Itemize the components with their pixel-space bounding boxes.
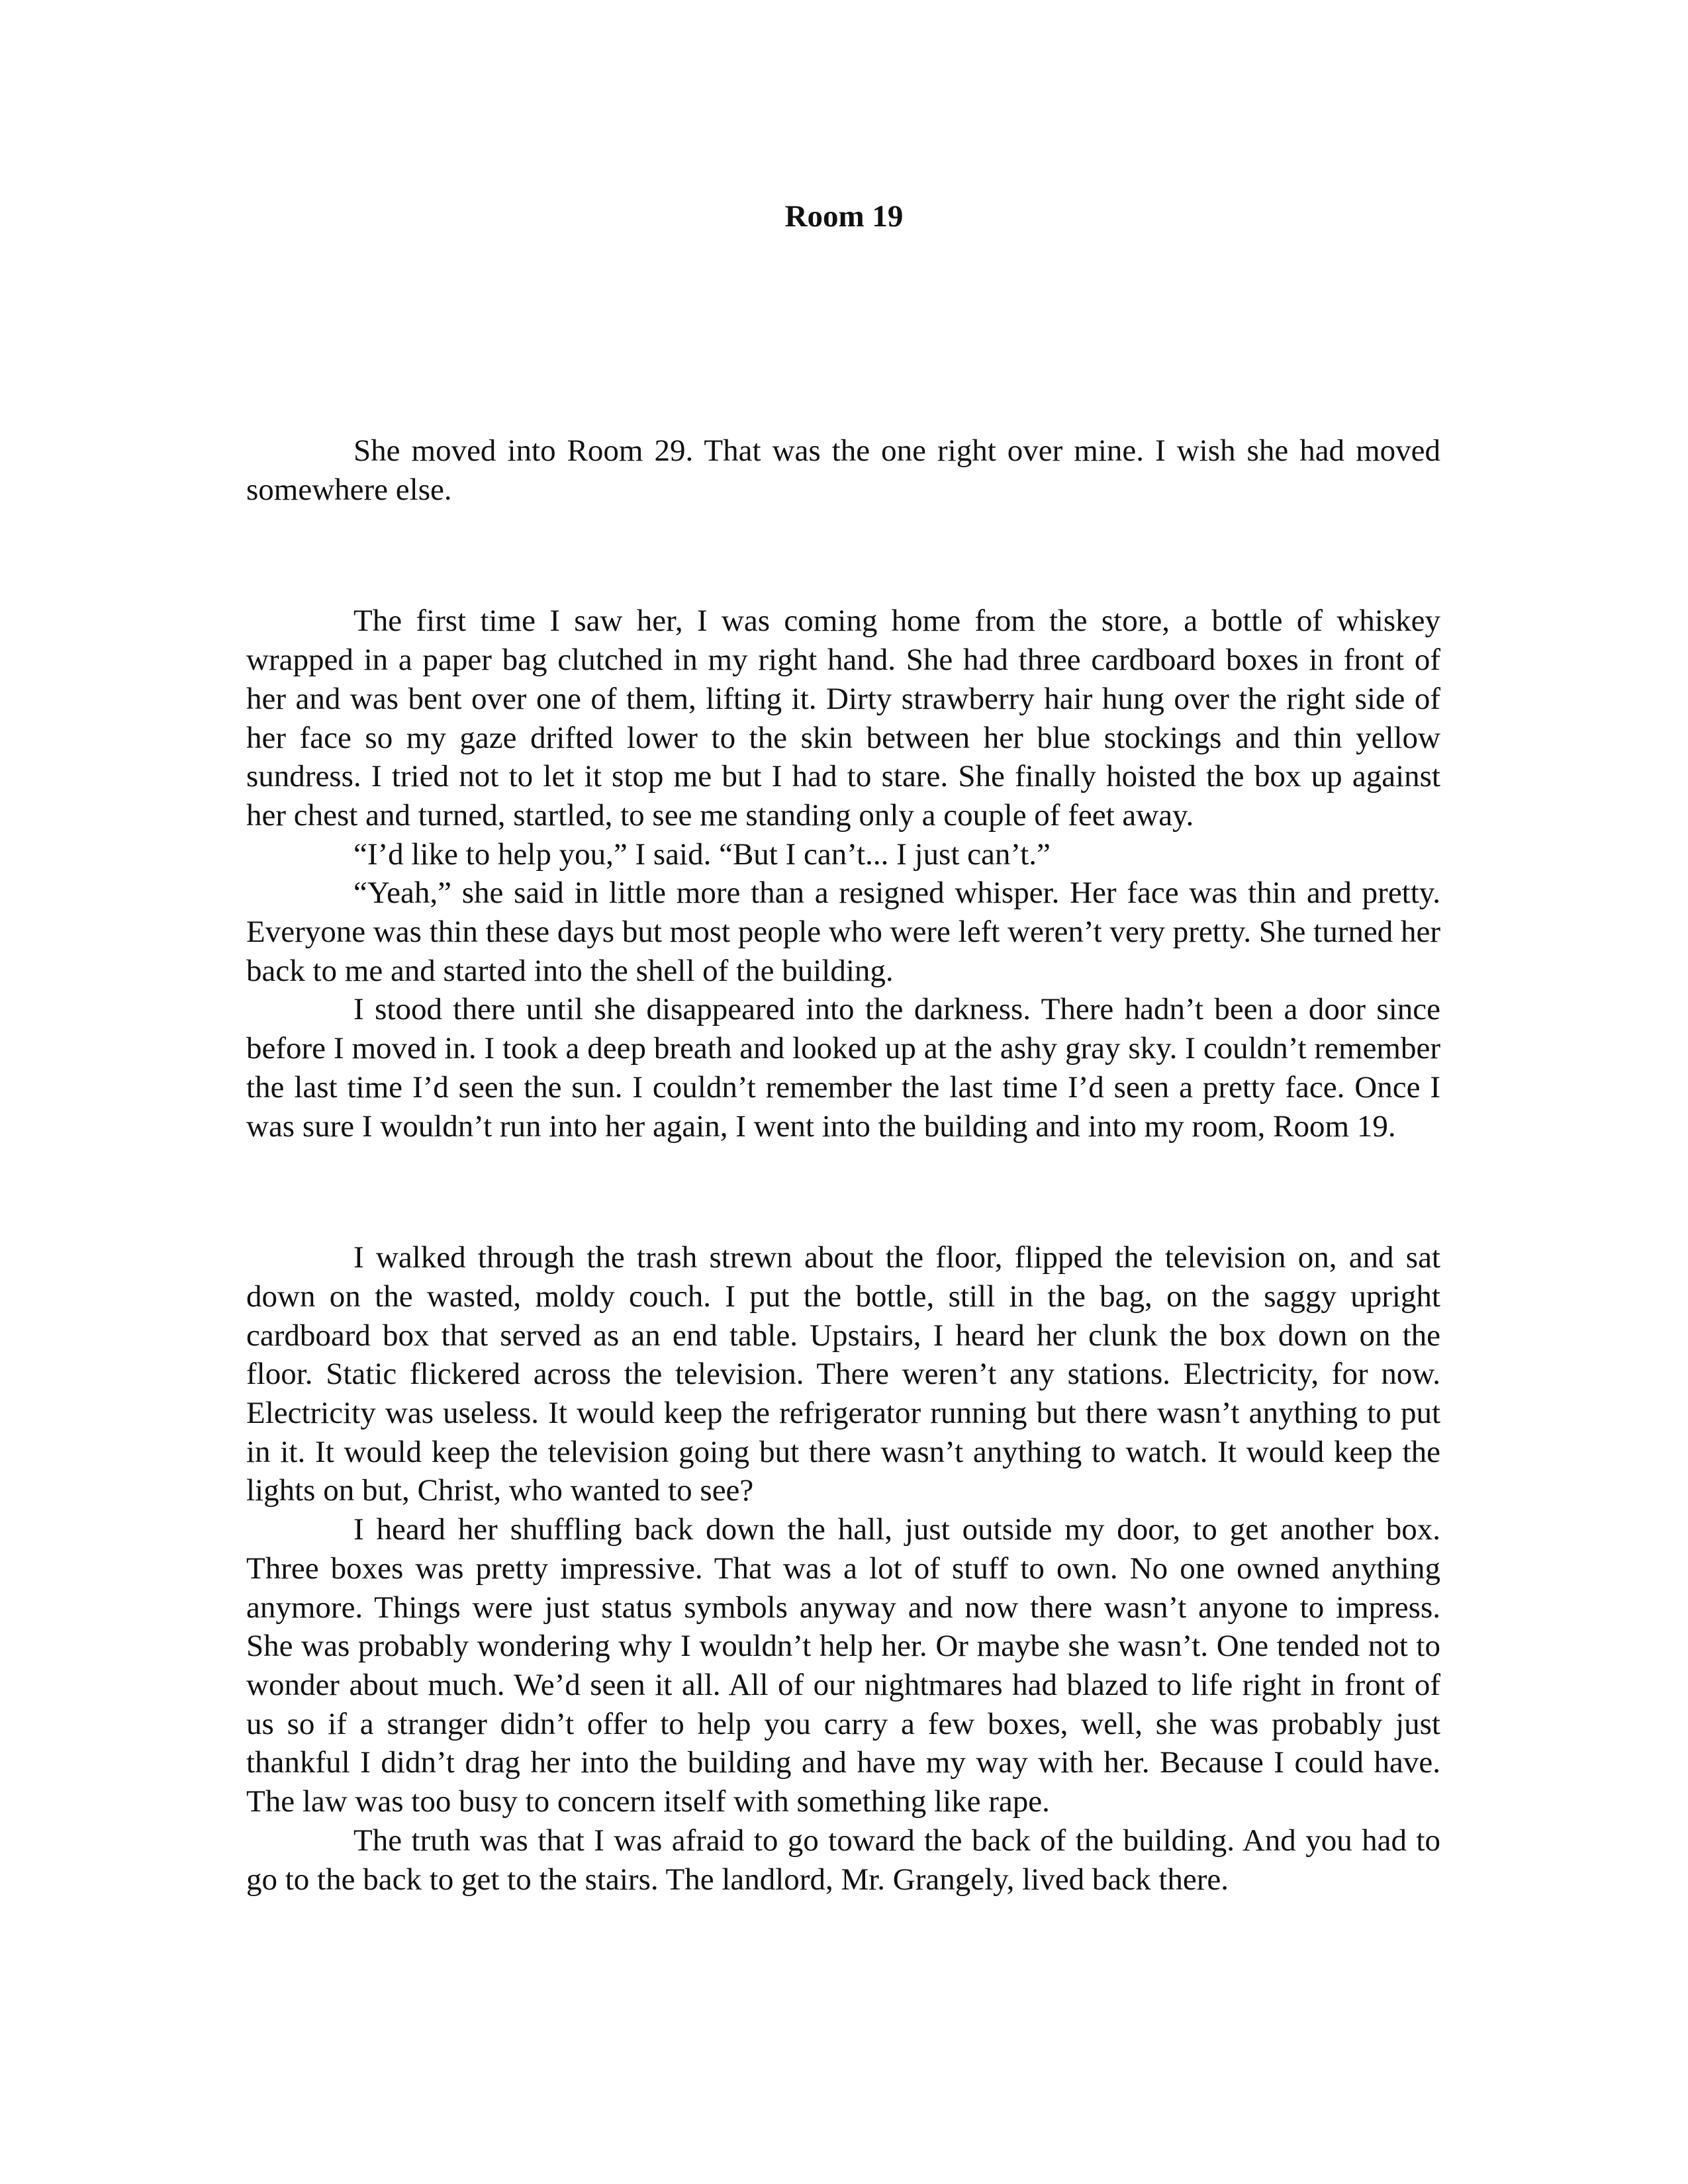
page-title: Room 19 — [784, 199, 904, 234]
section-2 — [246, 602, 1440, 1146]
story-body — [246, 432, 1440, 1899]
paragraph: The truth was that I was afraid to go toward the back of the building. And you had to go to the back to get to the stairs. The landlord, Mr. Grangely, lived back there. — [246, 1823, 1440, 1897]
paragraph: I walked through the trash strewn about the floor, flipped the television on, and sat down on the wasted, moldy couch. I put the bottle, still in the bag, on the saggy upright cardboard box that served as an end table. Upstairs, I heard her clunk the box down on the floor. Static flickered across the television. There weren’t any stations. Electricity, for now. Electricity was useless. It would keep the refrigerator running but there wasn’t anything to put in it. It would keep the television going but there wasn’t anything to watch. It would keep the lights on but, Christ, who wanted to see? — [246, 1240, 1440, 1508]
section-1 — [246, 432, 1440, 509]
paragraph: “Yeah,” she said in little more than a resigned whisper. Her face was thin and pretty. Everyone was thin these days but most people who were left weren’t very pretty. She turned her back to me and started into the shell of the building. — [246, 876, 1440, 988]
paragraph: The first time I saw her, I was coming home from the store, a bottle of whiskey wrapped in a paper bag clutched in my right hand. She had three cardboard boxes in front of her and was bent over one of them, lifting it. Dirty strawberry hair hung over the right side of her face so my gaze drifted lower to the skin between her blue stockings and thin yellow sundress. I tried not to let it stop me but I had to stare. She finally hoisted the box up against her chest and turned, startled, to see me standing only a couple of feet away. — [246, 604, 1440, 833]
paragraph: I stood there until she disappeared into the darkness. There hadn’t been a door since before I moved in. I took a deep breath and looked up at the ashy gray sky. I couldn’t remember the last time I’d seen the sun. I couldn’t remember the last time I’d seen a pretty face. Once I was sure I wouldn’t run into her again, I went into the building and into my room, Room 19. — [246, 992, 1440, 1144]
paragraph: “I’d like to help you,” I said. “But I can’t... I just can’t.” — [353, 837, 1051, 872]
section-3 — [246, 1238, 1440, 1899]
paragraph: She moved into Room 29. That was the one right over mine. I wish she had moved somewhere else. — [246, 433, 1440, 507]
paragraph: I heard her shuffling back down the hall, just outside my door, to get another box. Three boxes was pretty impressive. That was a lot of stuff to own. No one owned anything anymore. Things were just status symbols anyway and now there wasn’t anyone to impress. She was probably wondering why I wouldn’t help her. Or maybe she wasn’t. One tended not to wonder about much. We’d seen it all. All of our nightmares had blazed to life right in front of us so if a stranger didn’t offer to help you carry a few boxes, well, she was probably just thankful I didn’t drag her into the building and have my way with her. Because I could have. The law was too busy to concern itself with something like rape. — [246, 1512, 1440, 1819]
